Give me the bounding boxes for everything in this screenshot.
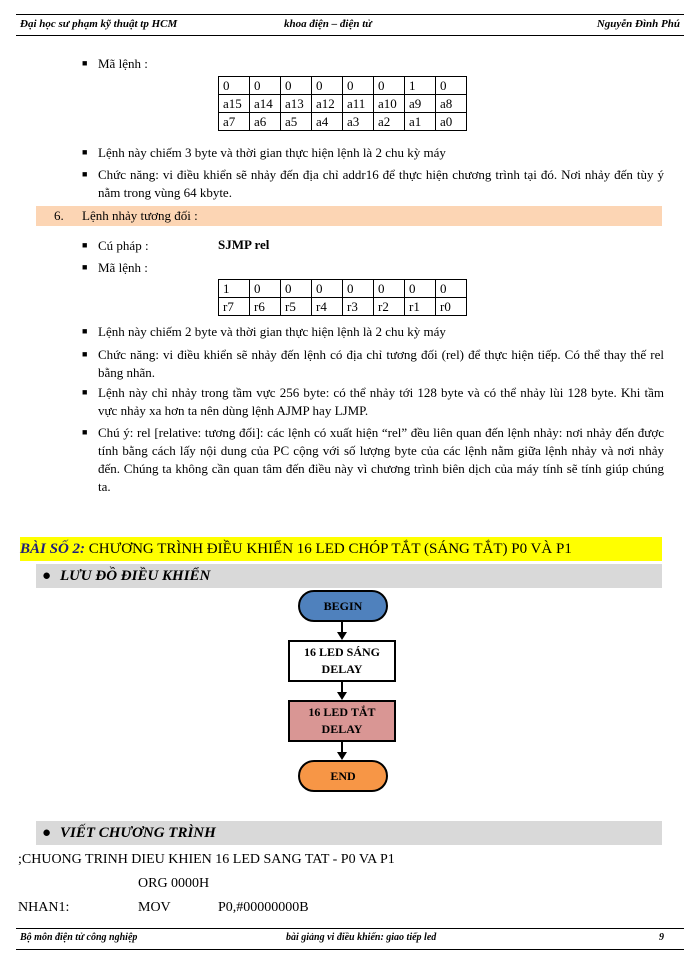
opcode-cell: r4	[312, 298, 343, 316]
flow-end	[298, 760, 388, 792]
flow-step-off	[288, 700, 396, 742]
opcode-cell: a11	[343, 95, 374, 113]
opcode-cell: 1	[219, 280, 250, 298]
exercise-title: CHƯƠNG TRÌNH ĐIỀU KHIỂN 16 LED CHÓP TẮT (SÁNG TẮT) P0 VÀ P1	[88, 541, 572, 557]
header-school: Đại học sư phạm kỹ thuật tp HCM	[20, 18, 178, 30]
flow-arrow-head	[337, 692, 347, 700]
opcode-cell: r0	[436, 298, 467, 316]
bullet-icon: ■	[82, 169, 88, 179]
flow-begin	[298, 590, 388, 622]
opcode-row	[219, 298, 467, 316]
opcode-cell: a15	[219, 95, 250, 113]
bullet-icon: ■	[82, 349, 88, 359]
sjmp-opcode-label: Mã lệnh :	[98, 260, 148, 275]
section-6-heading	[36, 206, 662, 226]
bullet-dot-icon: ●	[42, 568, 52, 584]
opcode-cell: 0	[405, 280, 436, 298]
code-mnemonic: MOV	[138, 900, 171, 915]
bullet-icon: ■	[82, 326, 88, 336]
opcode-cell: 0	[312, 280, 343, 298]
opcode-cell: a3	[343, 113, 374, 131]
bullet-icon: ■	[82, 427, 88, 437]
opcode-cell: a2	[374, 113, 405, 131]
code-org: ORG 0000H	[138, 876, 210, 891]
sjmp-opcode-table	[218, 279, 467, 316]
flow-step-on	[288, 640, 396, 682]
opcode-cell: r5	[281, 298, 312, 316]
sjmp-func-text: Chức năng: vi điều khiển sẽ nhảy đến lệnh có địa chỉ tương đối (rel) để thực hiện tiếp. Có thể thay thế rel bằng nhãn.	[98, 347, 664, 380]
opcode-cell: 0	[343, 77, 374, 95]
bullet-icon: ■	[82, 58, 88, 68]
opcode-cell: 0	[436, 280, 467, 298]
opcode-row	[219, 113, 467, 131]
opcode-cell: a8	[436, 95, 467, 113]
syntax-value: SJMP rel	[218, 237, 270, 252]
opcode-cell: a4	[312, 113, 343, 131]
opcode-cell: a5	[281, 113, 312, 131]
opcode-cell: r7	[219, 298, 250, 316]
opcode-cell: 0	[281, 77, 312, 95]
page-footer	[16, 928, 684, 950]
opcode-cell: 0	[343, 280, 374, 298]
flow-step-off-line2: DELAY	[321, 722, 363, 736]
footer-department: Bộ môn điện tử công nghiệp	[20, 932, 138, 943]
flow-arrow-head	[337, 632, 347, 640]
sjmp-range-text: Lệnh này chỉ nhảy trong tầm vực 256 byte: có thể nhảy tới 128 byte và có thể nhảy lùi 128 byte. Khi tầm vực nhảy xa hơn ta nên dùng lệnh AJMP hay LJMP.	[98, 385, 664, 418]
ljmp-opcode-table	[218, 76, 467, 131]
opcode-cell: 0	[219, 77, 250, 95]
opcode-cell: a9	[405, 95, 436, 113]
flow-step-off-line1: 16 LED TẮT	[308, 705, 376, 719]
flowchart-heading	[36, 564, 662, 588]
opcode-cell: a13	[281, 95, 312, 113]
opcode-cell: a1	[405, 113, 436, 131]
ljmp-opcode-label: Mã lệnh :	[98, 56, 148, 71]
ljmp-func-text: Chức năng: vi điều khiển sẽ nhảy đến địa chỉ addr16 để thực hiện chương trình tại đó. Nơi nhảy đến tùy ý nằm trong vùng 64 kbyte.	[98, 167, 664, 200]
flow-end-label: END	[330, 768, 356, 783]
section-title: Lệnh nhảy tương đối :	[82, 208, 198, 223]
flow-arrow-head	[337, 752, 347, 760]
opcode-row	[219, 280, 467, 298]
exercise-label: BÀI SỐ 2:	[20, 541, 86, 557]
opcode-cell: 0	[312, 77, 343, 95]
section-number: 6.	[54, 208, 64, 223]
opcode-cell: 0	[250, 77, 281, 95]
bullet-icon: ■	[82, 147, 88, 157]
flow-begin-label: BEGIN	[323, 598, 363, 613]
opcode-cell: 0	[374, 77, 405, 95]
bullet-icon: ■	[82, 387, 88, 397]
opcode-cell: a12	[312, 95, 343, 113]
footer-page-number: 9	[659, 932, 664, 943]
opcode-cell: 0	[374, 280, 405, 298]
code-operand: P0,#00000000B	[218, 900, 309, 915]
opcode-row	[219, 77, 467, 95]
program-heading-text: VIẾT CHƯƠNG TRÌNH	[60, 825, 216, 841]
exercise-heading	[20, 537, 662, 561]
footer-course: bài giảng vi điều khiển: giao tiếp led	[286, 932, 437, 943]
sjmp-bytes-text: Lệnh này chiếm 2 byte và thời gian thực hiện lệnh là 2 chu kỳ máy	[98, 324, 446, 339]
code-label: NHAN1:	[18, 900, 70, 915]
opcode-cell: 1	[405, 77, 436, 95]
program-heading	[36, 821, 662, 845]
flowchart-heading-text: LƯU ĐỒ ĐIỀU KHIỂN	[60, 568, 211, 584]
opcode-cell: a0	[436, 113, 467, 131]
flow-step-on-line1: 16 LED SÁNG	[303, 645, 380, 659]
sjmp-note-text: Chú ý: rel [relative: tương đối]: các lệnh có xuất hiện “rel” đều liên quan đến lệnh nhảy: nơi nhảy đến được tính bằng cách lấy nội dung của PC cộng với số lượng byte của các lệnh nằm giữa lệnh nhảy và nơi nhảy đến. Chúng ta không cần quan tâm đến điều này vì chương trình biên dịch của máy tính sẽ tính giúp chúng ta.	[98, 425, 664, 494]
opcode-cell: 0	[281, 280, 312, 298]
page-header	[16, 14, 684, 36]
opcode-cell: r1	[405, 298, 436, 316]
opcode-cell: a7	[219, 113, 250, 131]
bullet-icon: ■	[82, 262, 88, 272]
header-faculty: khoa điện – điện tử	[284, 18, 372, 30]
syntax-label: Cú pháp :	[98, 238, 149, 253]
bullet-icon: ■	[82, 240, 88, 250]
opcode-cell: a14	[250, 95, 281, 113]
opcode-cell: r2	[374, 298, 405, 316]
bullet-dot-icon: ●	[42, 825, 52, 841]
ljmp-bytes-text: Lệnh này chiếm 3 byte và thời gian thực hiện lệnh là 2 chu kỳ máy	[98, 145, 446, 160]
opcode-cell: 0	[436, 77, 467, 95]
flow-step-on-line2: DELAY	[321, 662, 363, 676]
opcode-cell: a10	[374, 95, 405, 113]
header-author: Nguyễn Đình Phú	[596, 18, 680, 30]
opcode-row	[219, 95, 467, 113]
opcode-cell: r3	[343, 298, 374, 316]
opcode-cell: 0	[250, 280, 281, 298]
code-comment: ;CHUONG TRINH DIEU KHIEN 16 LED SANG TAT - P0 VA P1	[18, 852, 395, 867]
opcode-cell: a6	[250, 113, 281, 131]
opcode-cell: r6	[250, 298, 281, 316]
